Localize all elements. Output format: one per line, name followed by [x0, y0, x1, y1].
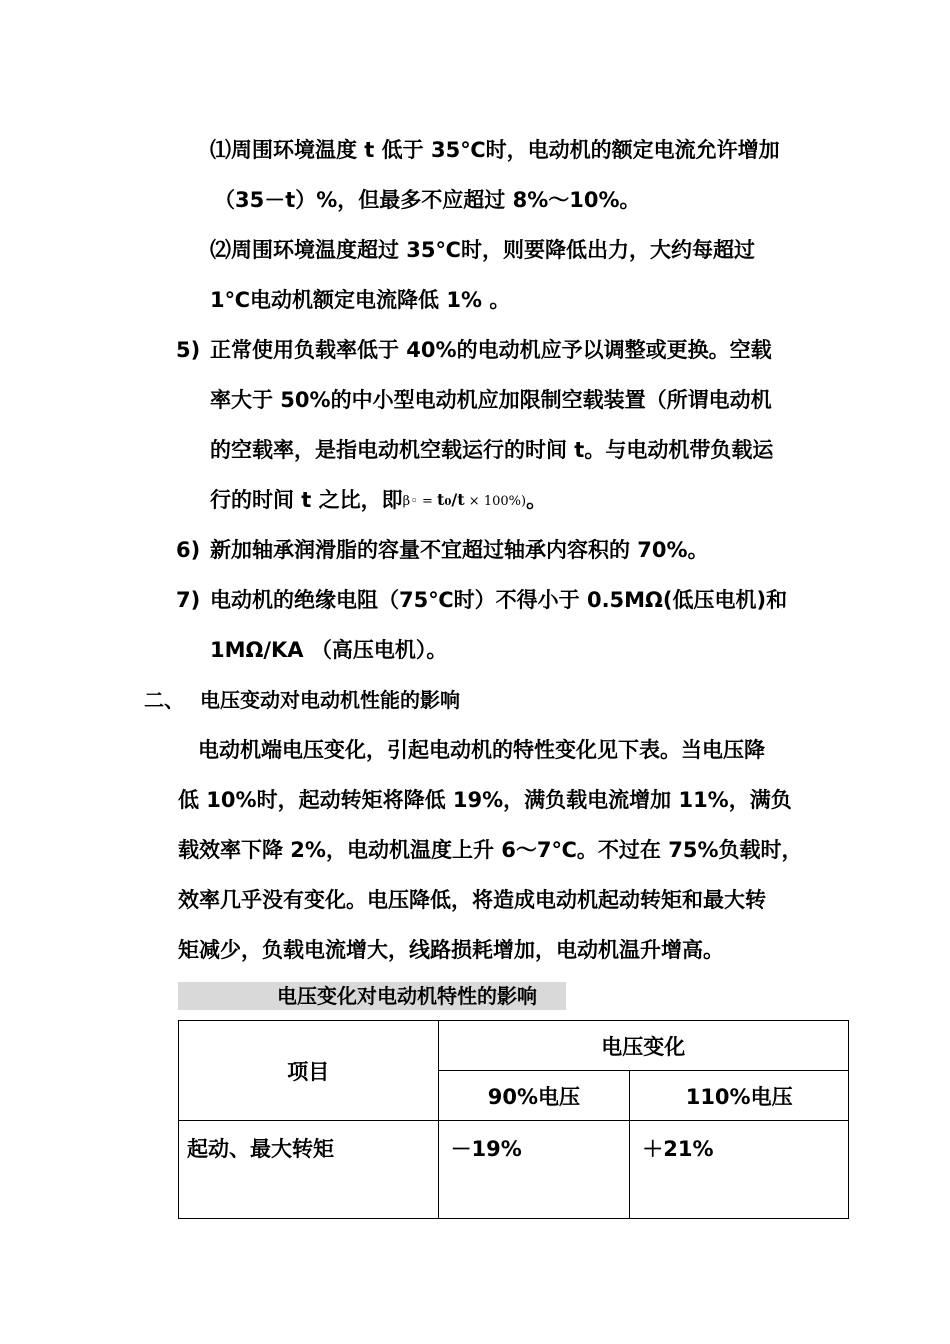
- item6-number: 6): [176, 538, 201, 562]
- item5-number: 5): [176, 338, 201, 362]
- section2-body-line5: 矩减少，负载电流增大，线路损耗增加，电动机温升增高。: [178, 938, 724, 962]
- section2-body-line2: 低 10%时，起动转矩将降低 19%，满负载电流增加 11%，满负: [178, 788, 792, 812]
- item7-line2: 1MΩ/KA （高压电机）。: [210, 638, 448, 662]
- section2-number: 二、: [144, 688, 184, 712]
- p2-line1: ⑵周围环境温度超过 35℃时，则要降低出力，大约每超过: [210, 238, 755, 262]
- row-110-value: ＋21%: [630, 1121, 849, 1219]
- formula-part-c: × 100%): [464, 494, 527, 509]
- table-caption: 电压变化对电动机特性的影响: [277, 984, 537, 1008]
- section2-heading: 电压变动对电动机性能的影响: [200, 688, 460, 712]
- row-item: 起动、最大转矩: [179, 1121, 439, 1219]
- formula-part-a: β◦ =: [402, 494, 438, 509]
- header-voltage-change: 电压变化: [438, 1021, 848, 1071]
- item7-line1: 电动机的绝缘电阻（75℃时）不得小于 0.5MΩ(低压电机)和: [210, 588, 788, 612]
- item5-line4: [210, 486, 547, 516]
- section2-body-line3: 载效率下降 2%，电动机温度上升 6～7℃。不过在 75%负载时，: [178, 838, 803, 862]
- section2-body-line4: 效率几乎没有变化。电压降低，将造成电动机起动转矩和最大转: [178, 888, 766, 912]
- item5-line1: 正常使用负载率低于 40%的电动机应予以调整或更换。空载: [210, 338, 772, 362]
- row-90-value: －19%: [438, 1121, 630, 1219]
- header-110-voltage: 110%电压: [630, 1071, 849, 1121]
- item6-line1: 新加轴承润滑脂的容量不宜超过轴承内容积的 70%。: [210, 538, 709, 562]
- item5-line3: 的空载率，是指电动机空载运行的时间 t。与电动机带负载运: [210, 438, 774, 462]
- table-row: [179, 1121, 849, 1219]
- p1-line1: ⑴周围环境温度 t 低于 35℃时，电动机的额定电流允许增加: [210, 138, 780, 162]
- header-item: 项目: [179, 1021, 439, 1121]
- item7-number: 7): [176, 588, 201, 612]
- p2-line2: 1℃电动机额定电流降低 1% 。: [210, 288, 511, 312]
- item5-line4-text: 行的时间 t 之比，即: [210, 488, 403, 512]
- formula-part-b: t₀/t: [437, 490, 465, 509]
- item5-line4-end: 。: [526, 488, 548, 512]
- section2-body-line1: 电动机端电压变化，引起电动机的特性变化见下表。当电压降: [198, 738, 765, 762]
- item5-line2: 率大于 50%的中小型电动机应加限制空载装置（所谓电动机: [210, 388, 772, 412]
- noload-ratio-formula: [402, 490, 527, 509]
- voltage-effect-table: [178, 1020, 849, 1219]
- header-90-voltage: 90%电压: [438, 1071, 630, 1121]
- p1-line2: （35－t）%，但最多不应超过 8%～10%。: [214, 188, 641, 212]
